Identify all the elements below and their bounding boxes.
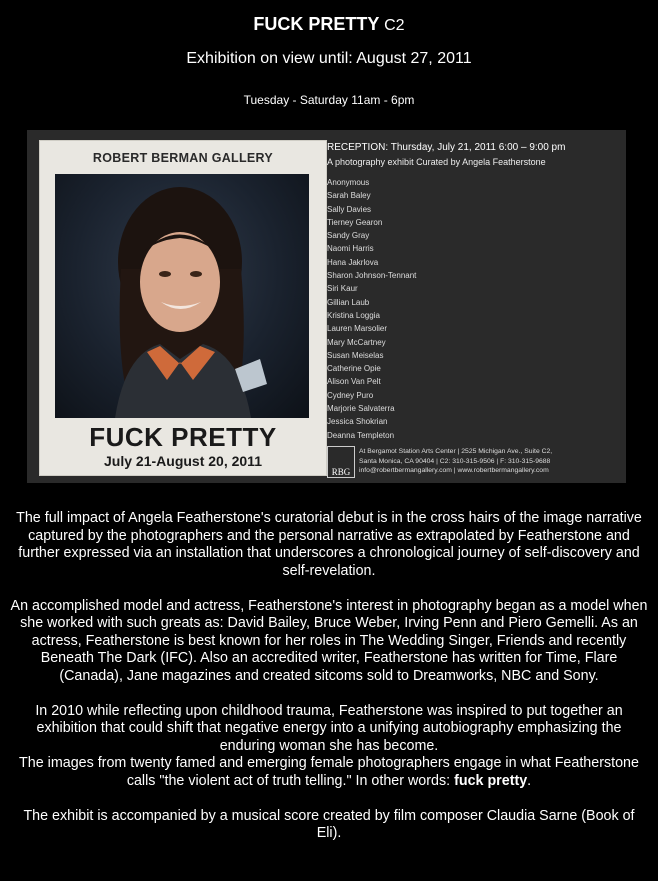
title-main: FUCK PRETTY <box>253 14 380 34</box>
paragraph-biography: An accomplished model and actress, Featherstone's interest in photography began as a model when she worked with such greats as: David Bailey, Bruce Weber, Irving Penn and Piero Gemelli. As an actress, Featherstone is best known for her roles in The Wedding Singer, Friends and recently Beneath The Dark (IFC). Also an accredited writer, Featherstone has written for Time, Flare (Canada), Jane magazines and created sitcoms sold to Dreamworks, NBC and Sony. <box>10 597 648 684</box>
exhibition-info <box>327 142 617 442</box>
artist-name: Catherine Opie <box>327 364 381 374</box>
reception-line: RECEPTION: Thursday, July 21, 2011 6:00 – 9:00 pm <box>327 142 566 153</box>
artist-name: Deanna Templeton <box>327 430 395 440</box>
gallery-contact <box>327 446 619 478</box>
paragraph-inspiration <box>10 703 648 791</box>
address-line: At Bergamot Station Arts Center | 2525 Michigan Ave., Suite C2, <box>359 448 553 455</box>
contact-line: info@robertbermangallery.com | www.robertbermangallery.com <box>359 467 549 475</box>
artist-name: Sally Davies <box>327 204 372 214</box>
artist-name: Kristina Loggia <box>327 310 380 320</box>
artist-name: Alison Van Pelt <box>327 377 381 387</box>
rbg-logo: RBG <box>327 446 355 478</box>
address-line: Santa Monica, CA 90404 | C2: 310-315-9506 | F: 310-315-9688 <box>359 457 551 465</box>
inspiration-text: In 2010 while reflecting upon childhood trauma, Featherstone was inspired to put together an exhibition that could shift that negative energy into a unifying autobiography emphasizing the enduring woman she has become. <box>35 702 623 754</box>
fuck-pretty-emphasis: fuck pretty <box>454 772 528 789</box>
poster-title: FUCK PRETTY <box>89 422 277 452</box>
artist-name: Mary McCartney <box>327 337 386 347</box>
artist-name: Cydney Puro <box>327 390 374 400</box>
exhibition-description <box>10 510 648 860</box>
artist-name: Jessica Shokrian <box>327 417 388 427</box>
gallery-address <box>359 447 552 476</box>
on-view-dates: Exhibition on view until: August 27, 2011 <box>186 50 472 67</box>
page-title <box>0 14 658 35</box>
artist-name: Sarah Baley <box>327 191 371 201</box>
artist-name: Anonymous <box>327 178 370 187</box>
paragraph-curatorial: The full impact of Angela Featherstone's curatorial debut is in the cross hairs of the image narrative captured by the photographers and the personal narrative as extrapolated by Featherstone and further expressed via an installation that underscores a chronological journey of self-discovery and self-revelation. <box>16 510 642 579</box>
poster-gallery-name: ROBERT BERMAN GALLERY <box>92 151 274 165</box>
artist-name: Naomi Harris <box>327 244 374 254</box>
artist-list <box>327 176 617 442</box>
artist-name: Tierney Gearon <box>327 217 383 227</box>
gallery-hours: Tuesday - Saturday 11am - 6pm <box>243 93 415 107</box>
artist-name: Gillian Laub <box>327 297 370 307</box>
photographers-text: The images from twenty famed and emerging female photographers engage in what Featherstone calls "the violent act of truth telling." In other words: <box>19 755 639 789</box>
period: . <box>527 772 532 789</box>
exhibition-card <box>27 130 626 483</box>
artist-name: Sandy Gray <box>327 231 370 241</box>
portrait-illustration <box>55 174 309 418</box>
paragraph-score: The exhibit is accompanied by a musical score created by film composer Claudia Sarne (Book of Eli). <box>23 807 635 841</box>
exhibit-subtitle: A photography exhibit Curated by Angela Featherstone <box>327 157 546 167</box>
artist-name: Marjorie Salvaterra <box>327 404 395 414</box>
artist-name: Siri Kaur <box>327 284 358 294</box>
artist-name: Susan Meiselas <box>327 350 384 360</box>
artist-name: Hana Jakrlova <box>327 257 379 267</box>
portrait-photo <box>55 174 309 418</box>
poster-dates: July 21-August 20, 2011 <box>104 453 262 469</box>
artist-name: Lauren Marsolier <box>327 324 388 334</box>
artist-name: Sharon Johnson-Tennant <box>327 271 417 281</box>
title-suffix: C2 <box>384 17 405 34</box>
poster-polaroid <box>39 140 327 476</box>
